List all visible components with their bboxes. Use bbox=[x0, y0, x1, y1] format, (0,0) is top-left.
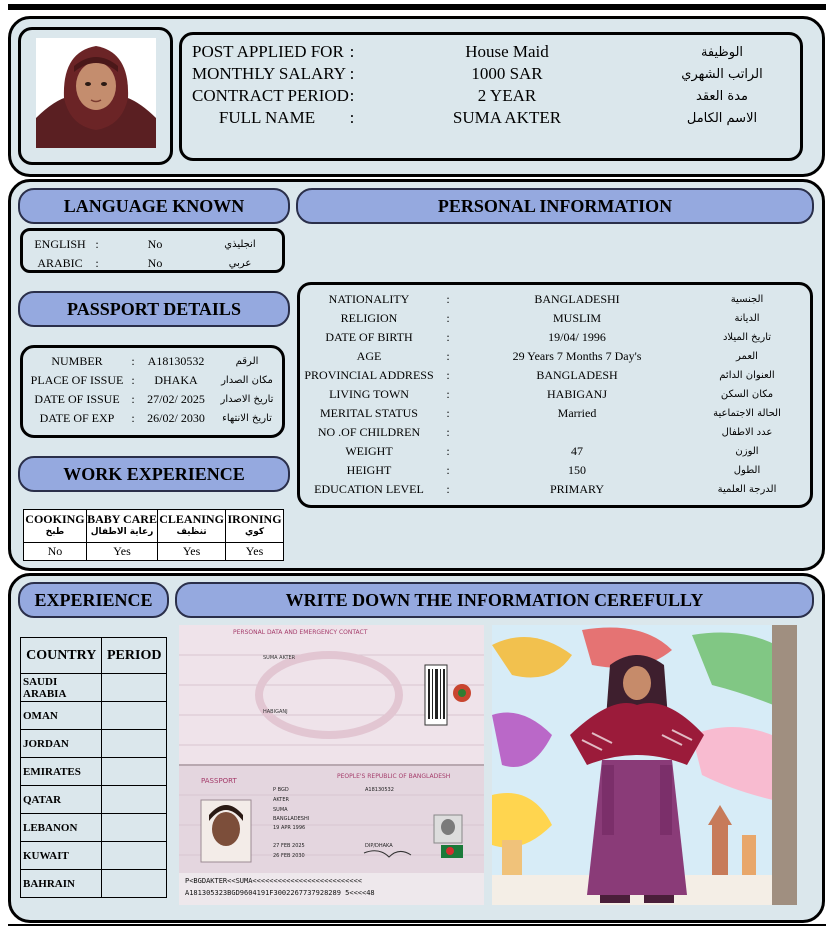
summary-colon: : bbox=[349, 108, 355, 127]
personal-value: BANGLADESHI bbox=[534, 291, 620, 306]
country-row bbox=[21, 730, 167, 758]
personal-row bbox=[304, 404, 808, 422]
language-value: No bbox=[147, 255, 163, 270]
country-name: OMAN bbox=[21, 702, 102, 730]
personal-arabic: العمر bbox=[736, 350, 758, 362]
personal-label: HEIGHT bbox=[346, 462, 392, 477]
passport-arabic: الرقم bbox=[235, 355, 259, 367]
personal-arabic: تاريخ الميلاد bbox=[722, 331, 772, 343]
language-row bbox=[29, 235, 279, 253]
skills-table bbox=[23, 509, 284, 561]
language-arabic: عربي bbox=[228, 257, 252, 269]
personal-arabic: الحالة الاجتماعية bbox=[713, 407, 781, 419]
language-row bbox=[29, 254, 279, 272]
passport-label: DATE OF ISSUE bbox=[34, 391, 120, 406]
scan-country: PEOPLE'S REPUBLIC OF BANGLADESH bbox=[337, 773, 451, 780]
passport-value: A18130532 bbox=[147, 353, 205, 368]
country-row bbox=[21, 674, 167, 702]
passport-arabic: تاريخ الانتهاء bbox=[222, 412, 272, 424]
language-title: LANGUAGE KNOWN bbox=[18, 188, 290, 224]
personal-label: NATIONALITY bbox=[328, 291, 410, 306]
summary-label: MONTHLY SALARY bbox=[192, 64, 346, 83]
personal-arabic: مكان السكن bbox=[720, 388, 774, 400]
personal-label: NO .OF CHILDREN bbox=[317, 424, 421, 439]
experience-title: EXPERIENCE bbox=[18, 582, 169, 618]
scan-name: SUMA AKTER bbox=[263, 655, 296, 661]
language-value: No bbox=[147, 236, 163, 251]
passport-row bbox=[27, 390, 281, 408]
personal-row bbox=[304, 442, 808, 460]
scan-mrz-line-1: P<BGDAKTER<<SUMA<<<<<<<<<<<<<<<<<<<<<<<<<< bbox=[185, 877, 363, 885]
country-name: QATAR bbox=[21, 786, 102, 814]
country-row bbox=[21, 786, 167, 814]
country-period bbox=[102, 814, 167, 842]
passport-box bbox=[20, 345, 285, 438]
personal-row bbox=[304, 328, 808, 346]
passport-value: 26/02/ 2030 bbox=[147, 410, 205, 425]
country-period bbox=[102, 674, 167, 702]
passport-colon: : bbox=[131, 372, 135, 387]
passport-value: DHAKA bbox=[154, 372, 198, 387]
scan-passport-no: A18130532 bbox=[365, 787, 394, 793]
passport-row bbox=[27, 352, 281, 370]
personal-colon: : bbox=[446, 310, 450, 325]
country-period bbox=[102, 870, 167, 898]
skill-value-baby-care: Yes bbox=[86, 542, 157, 560]
top-rule bbox=[8, 4, 826, 10]
personal-arabic: العنوان الدائم bbox=[719, 369, 775, 381]
scan-type-code: P BGD bbox=[273, 787, 289, 793]
personal-value: Married bbox=[557, 405, 597, 420]
skill-header-cleaning: CLEANING تنظيف bbox=[158, 510, 226, 543]
passport-arabic: مكان الصدار bbox=[221, 374, 273, 386]
personal-arabic: الديانة bbox=[734, 312, 760, 324]
language-arabic: انجليذي bbox=[224, 238, 256, 250]
scan-surname: AKTER bbox=[273, 797, 289, 803]
summary-row bbox=[192, 63, 792, 85]
summary-row bbox=[192, 41, 792, 63]
passport-colon: : bbox=[131, 410, 135, 425]
scan-town: HABIGANJ bbox=[263, 709, 288, 715]
passport-value: 27/02/ 2025 bbox=[147, 391, 205, 406]
country-name: JORDAN bbox=[21, 730, 102, 758]
passport-colon: : bbox=[131, 353, 135, 368]
summary-arabic: الراتب الشهري bbox=[681, 66, 763, 82]
passport-arabic: تاريخ الاصدار bbox=[220, 393, 274, 405]
country-name: EMIRATES bbox=[21, 758, 102, 786]
country-column-header: COUNTRY bbox=[21, 638, 102, 674]
summary-arabic: الوظيفة bbox=[700, 44, 744, 60]
summary-row bbox=[192, 85, 792, 107]
personal-row bbox=[304, 309, 808, 327]
personal-info-title: PERSONAL INFORMATION bbox=[296, 188, 814, 224]
candidate-photo bbox=[36, 38, 156, 148]
passport-scan-image bbox=[179, 625, 484, 905]
personal-colon: : bbox=[446, 291, 450, 306]
work-experience-title: WORK EXPERIENCE bbox=[18, 456, 290, 492]
summary-colon: : bbox=[349, 86, 355, 105]
country-row bbox=[21, 842, 167, 870]
summary-label: POST APPLIED FOR bbox=[192, 42, 344, 61]
personal-row bbox=[304, 480, 808, 498]
personal-arabic: الطول bbox=[733, 464, 761, 476]
personal-label: AGE bbox=[356, 348, 382, 363]
personal-row bbox=[304, 423, 808, 441]
personal-label: WEIGHT bbox=[345, 443, 393, 458]
language-box bbox=[20, 228, 285, 273]
summary-colon: : bbox=[349, 42, 355, 61]
passport-label: DATE OF EXP bbox=[39, 410, 115, 425]
personal-colon: : bbox=[446, 386, 450, 401]
skill-header-cooking: COOKING طبخ bbox=[24, 510, 87, 543]
personal-value: 47 bbox=[571, 443, 583, 458]
personal-arabic: الوزن bbox=[735, 445, 759, 457]
language-label: ARABIC bbox=[37, 255, 83, 270]
country-row bbox=[21, 758, 167, 786]
scan-issue-date: 27 FEB 2025 bbox=[273, 843, 305, 849]
write-down-title: WRITE DOWN THE INFORMATION CEREFULLY bbox=[175, 582, 814, 618]
scan-mrz-line-2: A181305323BGD9604191F3002267737928289 5<<<<48 bbox=[185, 889, 375, 897]
personal-label: MERITAL STATUS bbox=[320, 405, 418, 420]
personal-label: EDUCATION LEVEL bbox=[314, 481, 424, 496]
personal-arabic: الدرجة العلمية bbox=[717, 483, 777, 495]
personal-value: 150 bbox=[568, 462, 586, 477]
passport-row bbox=[27, 371, 281, 389]
personal-colon: : bbox=[446, 462, 450, 477]
summary-label: CONTRACT PERIOD bbox=[192, 86, 349, 105]
personal-colon: : bbox=[446, 367, 450, 382]
passport-label: PLACE OF ISSUE bbox=[30, 372, 124, 387]
country-name: KUWAIT bbox=[21, 842, 102, 870]
scan-given-name: SUMA bbox=[273, 807, 288, 813]
skill-value-cleaning: Yes bbox=[158, 542, 226, 560]
scan-authority: DIP/DHAKA bbox=[365, 843, 393, 849]
country-period bbox=[102, 786, 167, 814]
personal-value: BANGLADESH bbox=[536, 367, 618, 382]
personal-info-box bbox=[297, 282, 813, 508]
language-colon: : bbox=[95, 255, 99, 270]
scan-dob: 19 APR 1996 bbox=[273, 825, 306, 831]
personal-colon: : bbox=[446, 481, 450, 496]
skill-header-baby-care: BABY CARE رعاية الاطفال bbox=[86, 510, 157, 543]
language-colon: : bbox=[95, 236, 99, 251]
scan-expiry-date: 26 FEB 2030 bbox=[273, 853, 305, 859]
summary-value: 1000 SAR bbox=[471, 64, 543, 83]
country-name: LEBANON bbox=[21, 814, 102, 842]
personal-value: MUSLIM bbox=[552, 310, 601, 325]
passport-title: PASSPORT DETAILS bbox=[18, 291, 290, 327]
personal-label: LIVING TOWN bbox=[329, 386, 409, 401]
country-period bbox=[102, 842, 167, 870]
personal-arabic: الجنسية bbox=[730, 293, 764, 305]
full-body-photo bbox=[492, 625, 797, 905]
country-row bbox=[21, 814, 167, 842]
personal-colon: : bbox=[446, 443, 450, 458]
personal-row bbox=[304, 290, 808, 308]
passport-label: NUMBER bbox=[51, 353, 103, 368]
country-row bbox=[21, 702, 167, 730]
language-label: ENGLISH bbox=[34, 236, 86, 251]
application-summary-box bbox=[179, 32, 803, 161]
summary-label: FULL NAME bbox=[218, 108, 316, 127]
summary-row bbox=[192, 107, 792, 129]
summary-colon: : bbox=[349, 64, 355, 83]
personal-label: DATE OF BIRTH bbox=[325, 329, 413, 344]
personal-row bbox=[304, 385, 808, 403]
personal-row bbox=[304, 461, 808, 479]
personal-label: PROVINCIAL ADDRESS bbox=[304, 367, 434, 382]
personal-label: RELIGION bbox=[340, 310, 398, 325]
country-name: SAUDI ARABIA bbox=[21, 674, 102, 702]
summary-value: House Maid bbox=[465, 42, 549, 61]
personal-value: 29 Years 7 Months 7 Day's bbox=[512, 348, 642, 363]
country-period bbox=[102, 702, 167, 730]
personal-arabic: عدد الاطفال bbox=[721, 426, 773, 438]
summary-value: 2 YEAR bbox=[477, 86, 537, 105]
skill-value-ironing: Yes bbox=[226, 542, 284, 560]
period-column-header: PERIOD bbox=[102, 638, 167, 674]
summary-arabic: مدة العقد bbox=[696, 88, 748, 104]
personal-colon: : bbox=[446, 329, 450, 344]
personal-row bbox=[304, 366, 808, 384]
personal-value: 19/04/ 1996 bbox=[548, 329, 606, 344]
country-period bbox=[102, 730, 167, 758]
country-period bbox=[102, 758, 167, 786]
scan-nationality: BANGLADESHI bbox=[273, 816, 310, 822]
personal-colon: : bbox=[446, 424, 450, 439]
summary-value: SUMA AKTER bbox=[452, 108, 562, 127]
skill-header-ironing: IRONING كوي bbox=[226, 510, 284, 543]
personal-value: PRIMARY bbox=[549, 481, 605, 496]
country-name: BAHRAIN bbox=[21, 870, 102, 898]
passport-colon: : bbox=[131, 391, 135, 406]
country-row bbox=[21, 870, 167, 898]
bottom-rule bbox=[8, 924, 826, 928]
passport-scan-graphic bbox=[179, 625, 484, 905]
skill-value-cooking: No bbox=[24, 542, 87, 560]
personal-colon: : bbox=[446, 405, 450, 420]
scan-passport-word: PASSPORT bbox=[201, 777, 237, 785]
summary-arabic: الاسم الكامل bbox=[686, 110, 758, 126]
personal-row bbox=[304, 347, 808, 365]
scan-heading: PERSONAL DATA AND EMERGENCY CONTACT bbox=[233, 629, 368, 636]
passport-row bbox=[27, 409, 281, 427]
personal-value: HABIGANJ bbox=[547, 386, 607, 401]
personal-colon: : bbox=[446, 348, 450, 363]
country-experience-table bbox=[20, 637, 167, 898]
